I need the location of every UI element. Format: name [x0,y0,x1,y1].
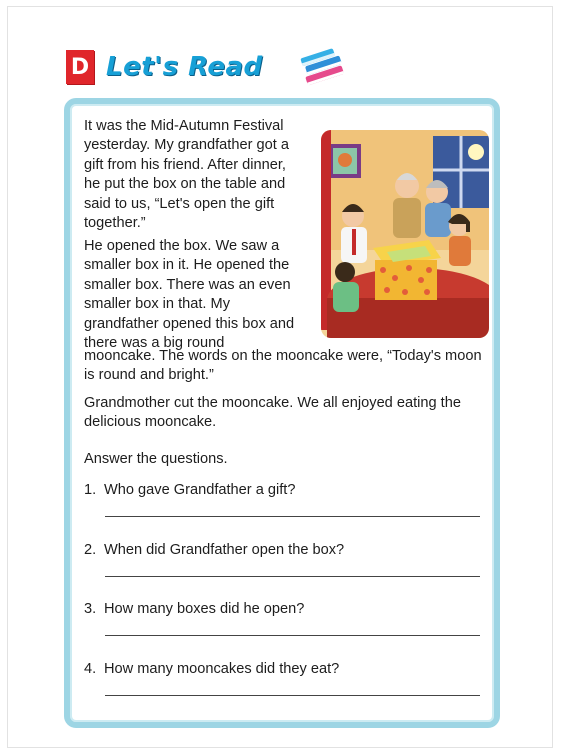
question-2 [84,540,344,560]
section-title: Let's Read [106,52,263,82]
question-1 [84,480,295,500]
question-3 [84,599,304,619]
answer-line-1[interactable] [105,516,480,517]
question-number: 2. [84,542,97,558]
instructions: Answer the questions. [84,451,228,467]
question-text: How many mooncakes did they eat? [104,661,340,677]
answer-line-4[interactable] [105,695,480,696]
books-icon [299,47,347,87]
question-number: 4. [84,661,97,677]
question-number: 1. [84,482,97,498]
answer-line-3[interactable] [105,635,480,636]
question-text: How many boxes did he open? [104,601,305,617]
story-paragraph-2-bottom: mooncake. The words on the mooncake were, “Today's moon is round and bright.” [84,348,482,384]
section-header [66,47,263,87]
question-4 [84,659,339,679]
story-paragraph-3: Grandmother cut the mooncake. We all enjoyed eating the delicious mooncake. [84,395,461,431]
question-text: When did Grandfather open the box? [104,542,345,558]
answer-line-2[interactable] [105,576,480,577]
family-gift-illustration [321,130,489,338]
story-paragraph-1: It was the Mid-Autumn Festival yesterday. My grandfather got a gift from his friend. After dinner, he put the box on the table and said to us, “Let's open the gift together.” [84,118,289,232]
story-paragraph-2-top: He opened the box. We saw a smaller box in it. He opened the smaller box. There was an even smaller box in that. My grandfather opened this box and there was a big round [84,238,295,352]
section-badge: D [66,50,94,84]
question-text: Who gave Grandfather a gift? [104,482,296,498]
question-number: 3. [84,601,97,617]
